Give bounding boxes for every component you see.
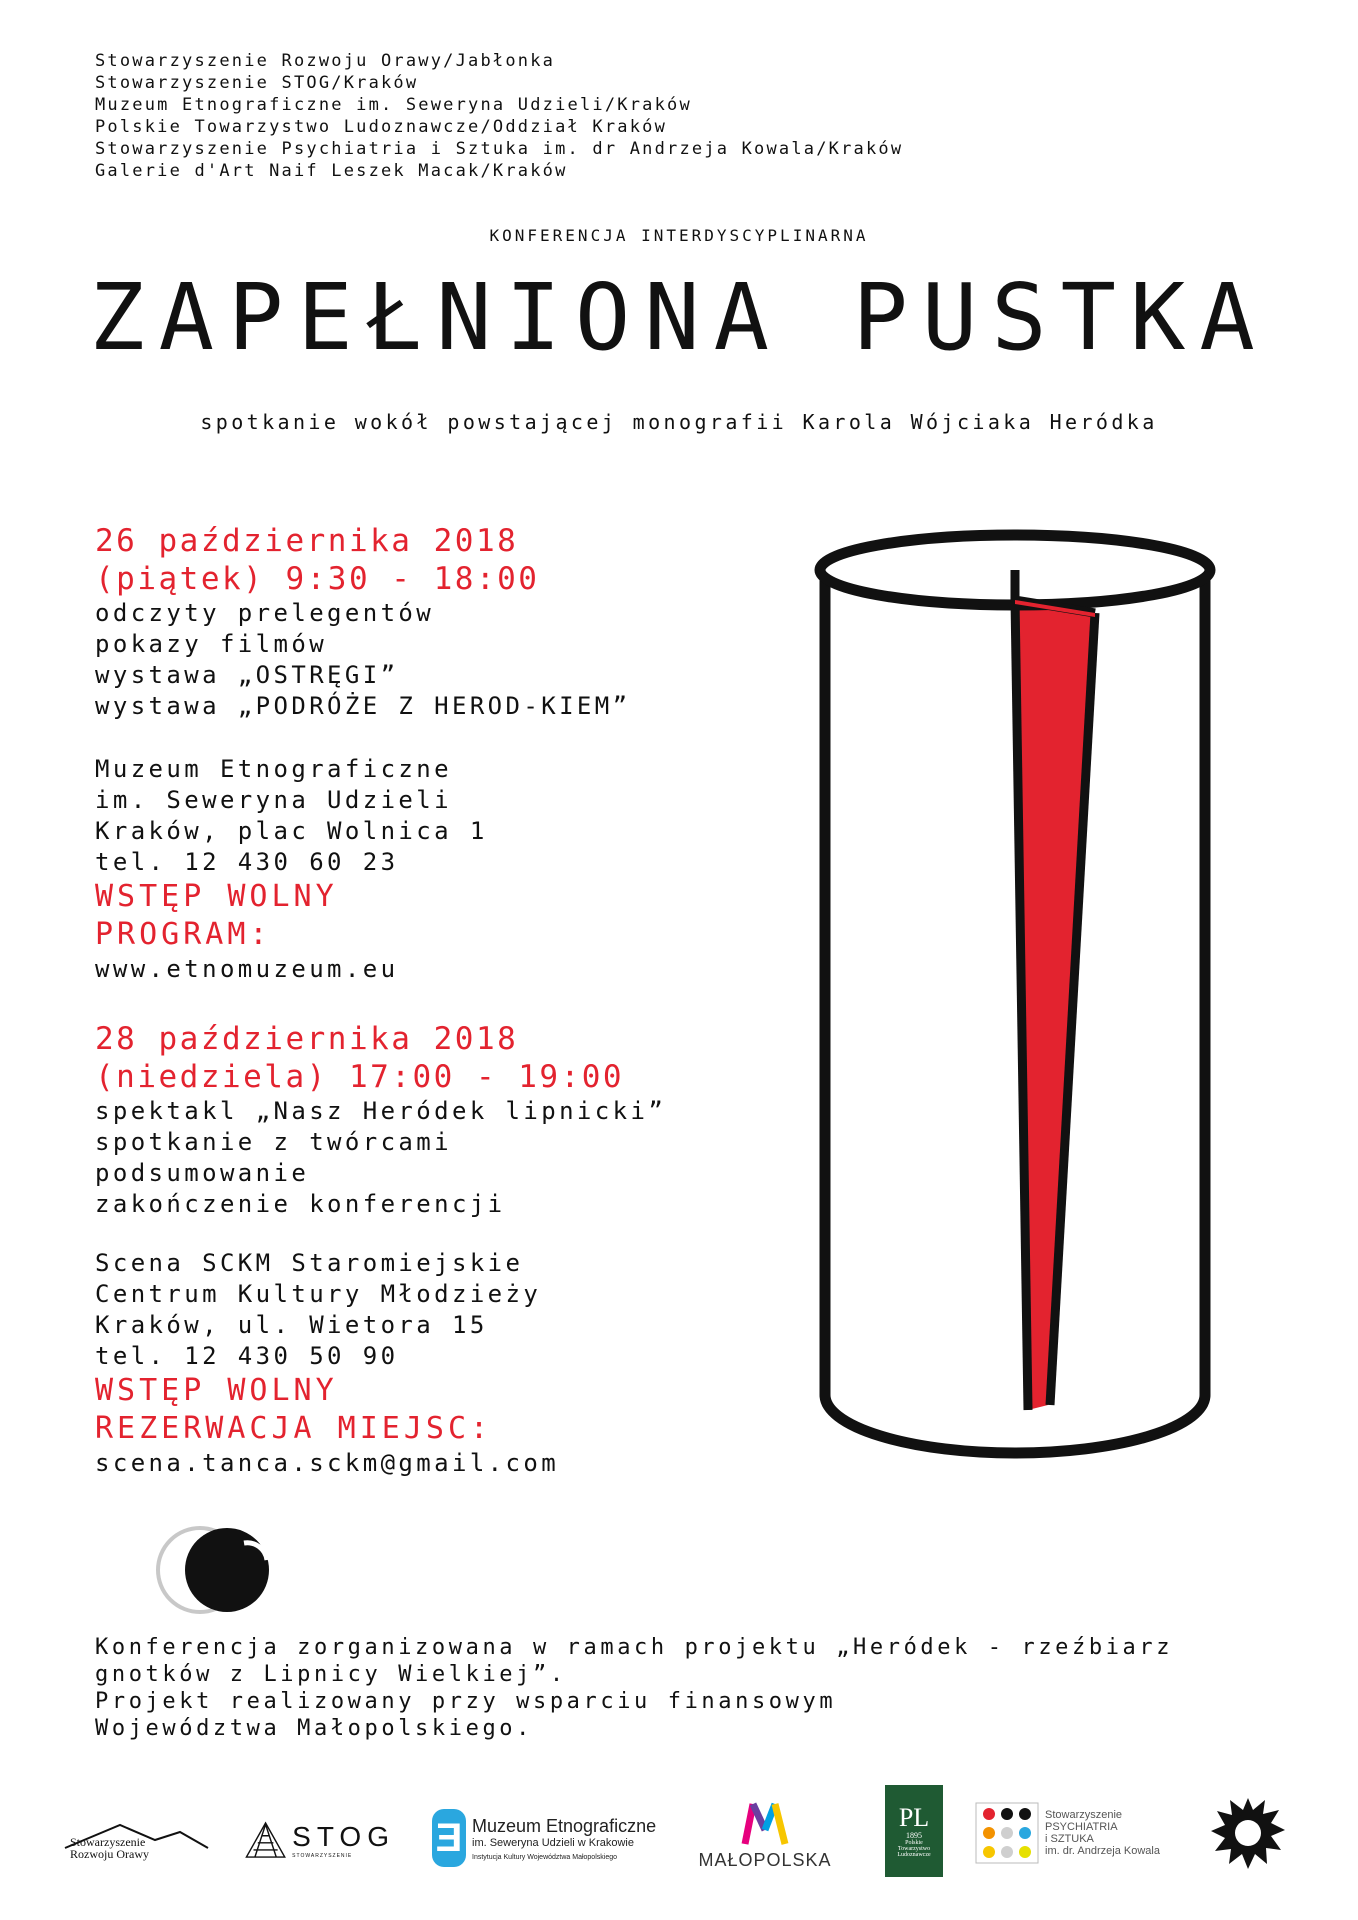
day1-website-link[interactable]: www.etnomuzeum.eu bbox=[95, 955, 399, 983]
footer-line: Konferencja zorganizowana w ramach projektu „Heródek - rzeźbiarz bbox=[95, 1635, 1174, 1660]
day1-venue-line: im. Seweryna Udzieli bbox=[95, 786, 452, 814]
ptl-logo: PL 1895 Polskie Towarzystwo Ludoznawcze bbox=[885, 1785, 943, 1877]
day1-program-label: PROGRAM: bbox=[95, 917, 272, 952]
malopolska-m-icon bbox=[741, 1800, 789, 1846]
day2-reservation-label: REZERWACJA MIEJSC: bbox=[95, 1411, 493, 1446]
ptl-year: 1895 bbox=[906, 1830, 922, 1840]
ptl-monogram-icon: PL bbox=[898, 1802, 930, 1832]
day2-time: (niedziela) 17:00 - 19:00 bbox=[95, 1059, 625, 1095]
conference-kicker: KONFERENCJA INTERDYSCYPLINARNA bbox=[489, 226, 869, 245]
day2-program-item: podsumowanie bbox=[95, 1159, 310, 1187]
malopolska-logo bbox=[700, 1795, 830, 1875]
organizer-line: Galerie d'Art Naif Leszek Macak/Kraków bbox=[95, 161, 568, 181]
day1-time: (piątek) 9:30 - 18:00 bbox=[95, 561, 540, 597]
day2-program-item: spektakl „Nasz Heródek lipnicki” bbox=[95, 1097, 667, 1125]
organizers-list bbox=[95, 50, 903, 182]
poster-subtitle: spotkanie wokół powstającej monografii Karola Wójciaka Heródka bbox=[200, 410, 1158, 434]
day2-venue-line: Kraków, ul. Wietora 15 bbox=[95, 1311, 488, 1339]
day1-program-item: wystawa „PODRÓŻE Z HEROD-KIEM” bbox=[95, 692, 631, 720]
book-cylinder-illustration bbox=[810, 525, 1230, 1460]
day1-program-item: wystawa „OSTRĘGI” bbox=[95, 661, 399, 689]
orawa-logo bbox=[60, 1805, 215, 1875]
organizer-line: Stowarzyszenie STOG/Kraków bbox=[95, 73, 419, 93]
galerie-splash-logo bbox=[1208, 1793, 1288, 1873]
museum-name: Muzeum Etnograficzne bbox=[472, 1815, 657, 1836]
ink-splash-icon bbox=[1209, 1794, 1287, 1872]
day1-entry: WSTĘP WOLNY bbox=[95, 879, 338, 914]
day2-email-link[interactable]: scena.tanca.sckm@gmail.com bbox=[95, 1449, 560, 1477]
day2-date: 28 października 2018 bbox=[95, 1021, 519, 1057]
psychiatria-logo: Stowarzyszenie PSYCHIATRIA i SZTUKA im. dr. Andrzeja Kowala bbox=[975, 1799, 1185, 1867]
day2-program-item: spotkanie z twórcami bbox=[95, 1128, 452, 1156]
footer-line: Projekt realizowany przy wsparciu finansowym bbox=[95, 1689, 837, 1714]
day2-program-item: zakończenie konferencji bbox=[95, 1190, 506, 1218]
organizer-line: Stowarzyszenie Psychiatria i Sztuka im. dr Andrzeja Kowala/Kraków bbox=[95, 139, 904, 159]
partner-logos bbox=[60, 1785, 1310, 1885]
museum-e-icon: Ǝ bbox=[432, 1809, 466, 1867]
footer-line: Województwa Małopolskiego. bbox=[95, 1716, 533, 1741]
day1-phone: tel. 12 430 60 23 bbox=[95, 848, 399, 876]
museum-logo bbox=[432, 1803, 672, 1873]
poster-title: ZAPEŁNIONA PUSTKA bbox=[89, 264, 1269, 371]
footer-line: gnotków z Lipnicy Wielkiej”. bbox=[95, 1662, 567, 1687]
footer-text bbox=[95, 1634, 1173, 1742]
malopolska-text: MAŁOPOLSKA bbox=[698, 1849, 832, 1870]
day1-block bbox=[95, 522, 630, 985]
stog-haystack-icon bbox=[245, 1814, 286, 1866]
day2-phone: tel. 12 430 50 90 bbox=[95, 1342, 399, 1370]
day1-date: 26 października 2018 bbox=[95, 523, 519, 559]
dot-grid-icon bbox=[975, 1802, 1039, 1864]
stog-text: STOG bbox=[292, 1821, 395, 1852]
organizer-line: Muzeum Etnograficzne im. Seweryna Udzieli/Kraków bbox=[95, 95, 692, 115]
day1-program-item: pokazy filmów bbox=[95, 630, 328, 658]
museum-note: Instytucja Kultury Województwa Małopolskiego bbox=[472, 1853, 617, 1861]
orawa-name: Stowarzyszenie Rozwoju Orawy bbox=[70, 1835, 149, 1861]
stog-logo bbox=[245, 1805, 395, 1875]
day1-venue-line: Kraków, plac Wolnica 1 bbox=[95, 817, 488, 845]
day2-entry: WSTĘP WOLNY bbox=[95, 1373, 338, 1408]
day2-venue-line: Centrum Kultury Młodzieży bbox=[95, 1280, 542, 1308]
day2-block bbox=[95, 1020, 666, 1479]
day1-program-item: odczyty prelegentów bbox=[95, 599, 435, 627]
museum-sub: im. Seweryna Udzieli w Krakowie bbox=[472, 1836, 634, 1849]
organizer-line: Stowarzyszenie Rozwoju Orawy/Jabłonka bbox=[95, 51, 556, 71]
organizer-line: Polskie Towarzystwo Ludoznawcze/Oddział Kraków bbox=[95, 117, 668, 137]
day2-venue-line: Scena SCKM Staromiejskie bbox=[95, 1249, 524, 1277]
stog-sub: STOWARZYSZENIE bbox=[292, 1853, 353, 1859]
day1-venue-line: Muzeum Etnograficzne bbox=[95, 755, 452, 783]
eclipse-logo-icon bbox=[152, 1515, 282, 1625]
